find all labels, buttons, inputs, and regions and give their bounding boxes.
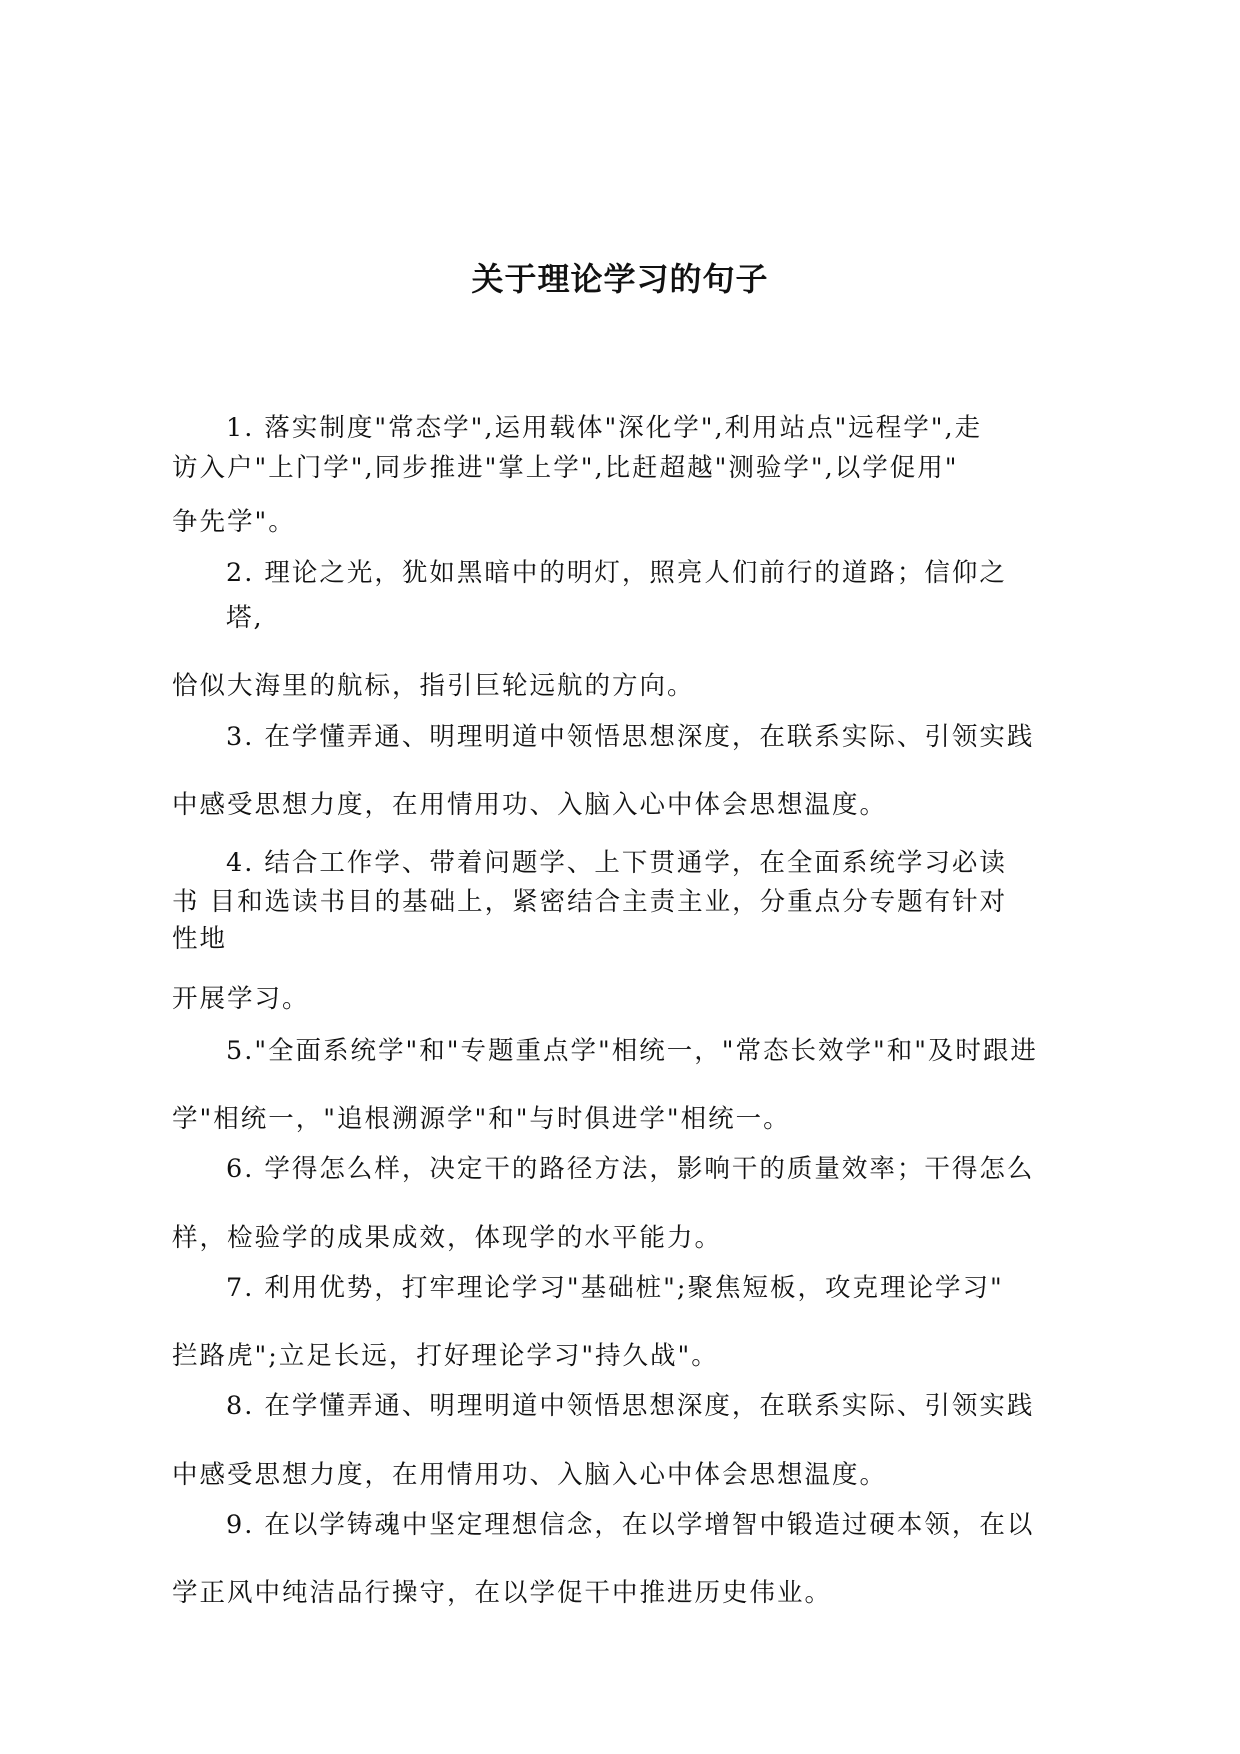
text-line: 访入户"上门学",同步推进"掌上学",比赶超越"测验学",以学促用" — [172, 453, 959, 483]
text-line: 性地 — [172, 924, 228, 954]
text-line: 3. 在学懂弄通、明理明道中领悟思想深度，在联系实际、引领实践 — [226, 722, 1035, 752]
text-line: 4. 结合工作学、带着问题学、上下贯通学，在全面系统学习必读 — [226, 848, 1007, 878]
text-line: 2. 理论之光，犹如黑暗中的明灯，照亮人们前行的道路；信仰之 — [226, 558, 1007, 588]
text-line: 中感受思想力度，在用情用功、入脑入心中体会思想温度。 — [172, 790, 888, 820]
text-line: 6. 学得怎么样，决定干的路径方法，影响干的质量效率；干得怎么 — [226, 1154, 1035, 1184]
text-line: 8. 在学懂弄通、明理明道中领悟思想深度，在联系实际、引领实践 — [226, 1391, 1035, 1421]
text-line: 学"相统一，"追根溯源学"和"与时俱进学"相统一。 — [172, 1104, 791, 1134]
text-line: 5."全面系统学"和"专题重点学"相统一，"常态长效学"和"及时跟进 — [226, 1036, 1038, 1066]
text-line: 拦路虎";立足长远，打好理论学习"持久战"。 — [172, 1341, 719, 1371]
text-line: 争先学"。 — [172, 507, 296, 537]
text-line: 9. 在以学铸魂中坚定理想信念，在以学增智中锻造过硬本领，在以 — [226, 1510, 1035, 1540]
text-line: 恰似大海里的航标，指引巨轮远航的方向。 — [172, 671, 695, 701]
text-line: 1. 落实制度"常态学",运用载体"深化学",利用站点"远程学",走 — [226, 413, 983, 443]
text-line: 样，检验学的成果成效，体现学的水平能力。 — [172, 1223, 723, 1253]
text-line: 书 目和选读书目的基础上，紧密结合主责主业，分重点分专题有针对 — [172, 887, 1008, 917]
text-line: 开展学习。 — [172, 984, 310, 1014]
text-line: 学正风中纯洁品行操守，在以学促干中推进历史伟业。 — [172, 1578, 833, 1608]
text-line: 塔, — [226, 603, 264, 633]
text-line: 7. 利用优势，打牢理论学习"基础桩";聚焦短板，攻克理论学习" — [226, 1273, 1004, 1303]
document-title: 关于理论学习的句子 — [471, 260, 769, 298]
text-line: 中感受思想力度，在用情用功、入脑入心中体会思想温度。 — [172, 1460, 888, 1490]
